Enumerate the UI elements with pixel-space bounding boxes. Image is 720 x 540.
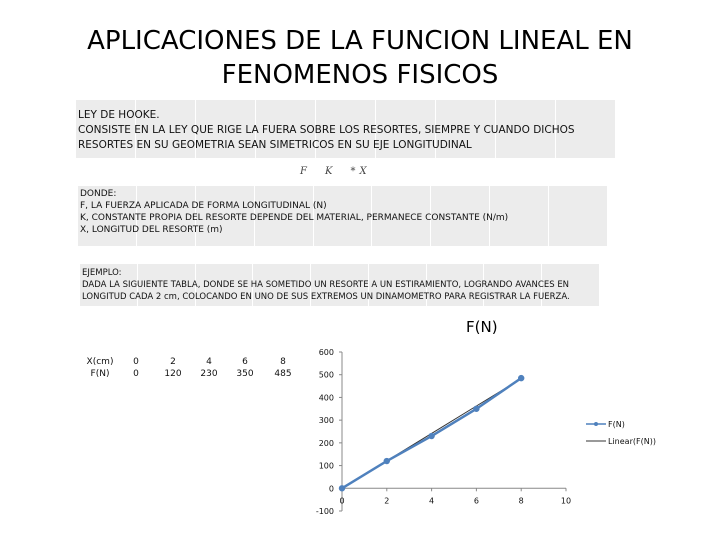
data-point	[518, 375, 524, 381]
x-tick-label: 6	[473, 496, 479, 506]
where-x: X, LONGITUD DEL RESORTE (m)	[80, 225, 223, 235]
y-tick-label: 300	[318, 416, 334, 426]
title-line-1: APLICACIONES DE LA FUNCION LINEAL EN	[87, 26, 633, 56]
law-line-2: CONSISTE EN LA LEY QUE RIGE LA FUERA SOBRE LOS RESORTES, SIEMPRE Y CUANDO DICHOS	[78, 124, 575, 136]
table-cell: 485	[274, 369, 292, 379]
where-title: DONDE:	[80, 189, 117, 199]
y-tick-label: 200	[318, 438, 334, 448]
example-line-3: LONGITUD CADA 2 cm, COLOCANDO EN UNO DE SUS EXTREMOS UN DINAMOMETRO PARA REGISTRAR LA FUERZA.	[82, 292, 570, 302]
y-tick-label: 0	[328, 484, 334, 494]
table-cell: 120	[164, 369, 182, 379]
data-point	[473, 406, 479, 412]
table-cell: 4	[206, 357, 212, 367]
x-tick-label: 8	[518, 496, 524, 506]
x-tick-label: 10	[560, 496, 572, 506]
x-tick-label: 2	[384, 496, 390, 506]
formula-x: X	[359, 166, 367, 177]
data-point	[384, 458, 390, 464]
table-cell: 0	[133, 369, 139, 379]
example-title: EJEMPLO:	[82, 268, 122, 278]
chart-title: F(N)	[466, 318, 498, 336]
where-f: F, LA FUERZA APLICADA DE FORMA LONGITUDINAL (N)	[80, 201, 327, 211]
x-tick-label: 4	[429, 496, 435, 506]
formula-f: F	[300, 166, 307, 177]
row-label: F(N)	[90, 369, 110, 379]
x-tick-label: 0	[339, 496, 345, 506]
table-cell: 350	[236, 369, 254, 379]
y-tick-label: -100	[315, 507, 334, 516]
table-cell: 0	[133, 357, 139, 367]
y-tick-label: 400	[318, 393, 334, 403]
y-tick-label: 100	[318, 461, 334, 471]
legend-trend-label: Linear(F(N))	[608, 437, 656, 446]
row-label: X(cm)	[86, 357, 114, 367]
formula-op: *	[350, 166, 356, 177]
table-cell: 230	[200, 369, 218, 379]
law-line-3: RESORTES EN SU GEOMETRIA SEAN SIMETRICOS EN SU EJE LONGITUDINAL	[78, 139, 472, 151]
data-point	[428, 433, 434, 439]
title-line-2: FENOMENOS FISICOS	[221, 60, 499, 90]
law-title: LEY DE HOOKE.	[78, 109, 160, 121]
legend-series-label: F(N)	[608, 420, 625, 429]
where-k: K, CONSTANTE PROPIA DEL RESORTE DEPENDE DEL MATERIAL, PERMANECE CONSTANTE (N/m)	[80, 213, 509, 223]
table-cell: 6	[242, 357, 248, 367]
table-cell: 8	[280, 357, 286, 367]
example-line-2: DADA LA SIGUIENTE TABLA, DONDE SE HA SOMETIDO UN RESORTE A UN ESTIRAMIENTO, LOGRANDO AVANCES EN	[82, 280, 570, 290]
y-tick-label: 500	[318, 370, 334, 380]
y-tick-label: 600	[318, 348, 334, 357]
data-point	[339, 485, 345, 491]
formula-k: K	[324, 166, 333, 177]
legend-series-marker	[594, 422, 598, 426]
table-cell: 2	[170, 357, 176, 367]
